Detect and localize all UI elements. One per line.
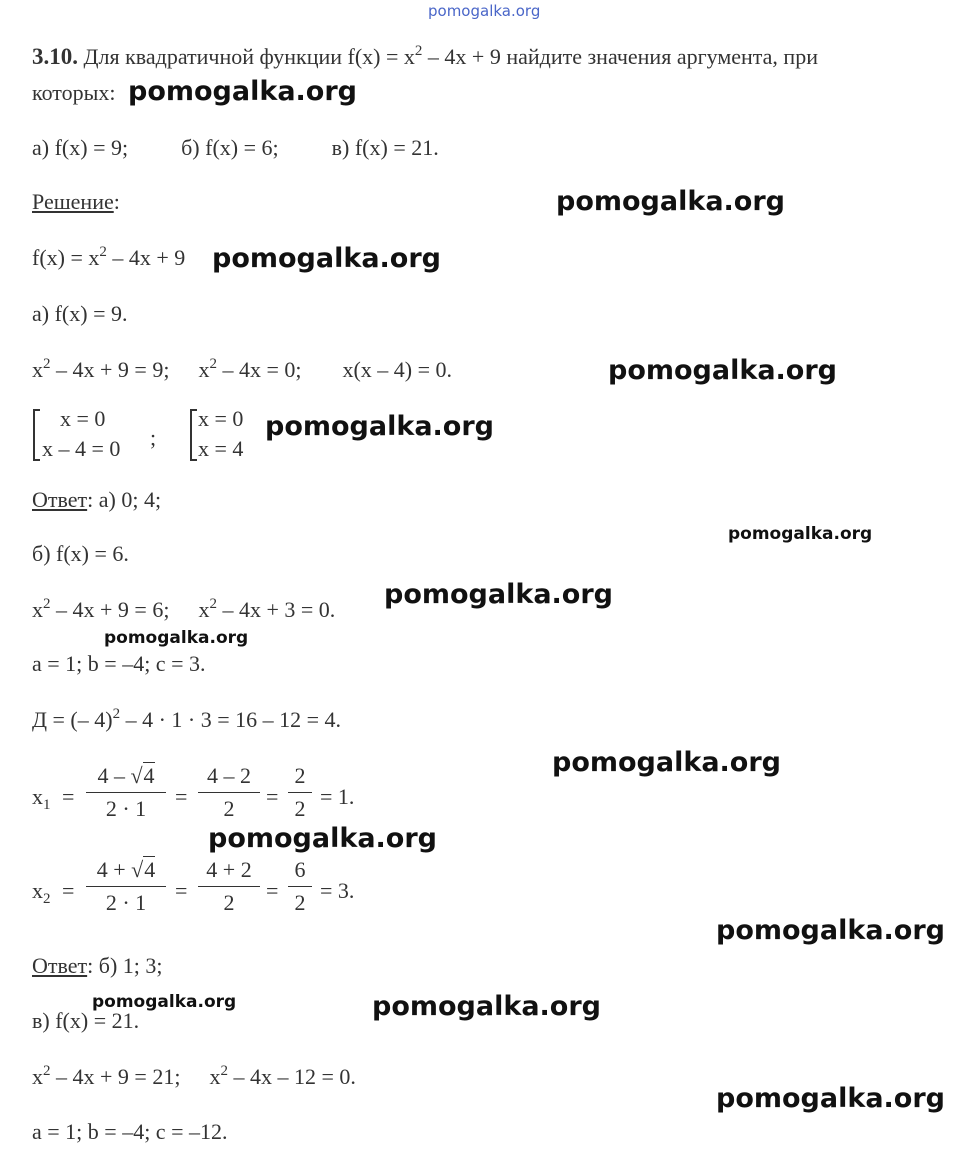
watermark: pomogalka.org <box>104 628 249 648</box>
part-c-equations: $x^2 - 4x + 9 = 21$; $x^2 - 4x - 12 = 0$. <box>32 1063 356 1089</box>
system2-bottom: x = 4 <box>198 436 244 461</box>
watermark: pomogalka.org <box>372 991 601 1022</box>
x1-result: = 1. <box>320 784 355 809</box>
watermark: pomogalka.org <box>384 579 613 610</box>
watermark: pomogalka.org <box>265 411 494 442</box>
problem-text: Для квадратичной функции $f(x) = x^2 - 4x + 9$ найдите значения аргумента, при <box>83 43 818 69</box>
equals: = <box>266 878 279 903</box>
system2-top: x = 0 <box>198 406 244 431</box>
x2-fraction-1: 4 + √4 2 · 1 <box>86 856 166 917</box>
system-bracket <box>33 409 40 461</box>
answer-b: Ответ: б) 1; 3; <box>32 953 163 978</box>
equals: = <box>62 784 75 809</box>
x2-fraction-3: 6 2 <box>288 856 312 917</box>
answer-a: Ответ: а) 0; 4; <box>32 487 162 512</box>
part-b-heading: б) f(x) = 6. <box>32 541 129 566</box>
part-a-equations: $x^2 - 4x + 9 = 9$; $x^2 - 4x = 0$; x(x – 4) = 0. <box>32 356 453 382</box>
watermark: pomogalka.org <box>716 915 945 946</box>
discriminant: Д = (– 4)$^2$ – 4 · 1 · 3 = 16 – 12 = 4. <box>32 706 342 732</box>
part-c-coefficients: a = 1; b = –4; c = –12. <box>32 1119 228 1144</box>
x2-label: $x_2$ <box>32 878 51 907</box>
equals: = <box>175 878 188 903</box>
watermark: pomogalka.org <box>728 524 873 544</box>
problem-statement-line2: которых: <box>32 80 116 105</box>
system1-bottom: x – 4 = 0 <box>42 436 121 461</box>
equals: = <box>266 784 279 809</box>
function-definition: $f(x) = x^2 - 4x + 9$ <box>32 244 186 270</box>
problem-statement <box>32 44 818 70</box>
x2-fraction-2: 4 + 2 2 <box>198 856 260 917</box>
case-a: а) f(x) = 9; <box>32 135 129 160</box>
x1-fraction-3: 2 2 <box>288 762 312 823</box>
problem-number: 3.10. <box>32 44 78 69</box>
watermark: pomogalka.org <box>208 823 437 854</box>
part-a-heading: а) f(x) = 9. <box>32 301 128 326</box>
watermark: pomogalka.org <box>212 243 441 274</box>
separator: ; <box>150 425 157 450</box>
equals: = <box>62 878 75 903</box>
system1-top: x = 0 <box>60 406 106 431</box>
cases-line <box>32 135 439 161</box>
watermark-top: pomogalka.org <box>428 2 541 20</box>
equals: = <box>175 784 188 809</box>
case-b: б) f(x) = 6; <box>181 135 279 160</box>
x1-label: $x_1$ <box>32 784 51 813</box>
part-b-coefficients: a = 1; b = –4; c = 3. <box>32 651 206 676</box>
case-c: в) f(x) = 21. <box>331 135 439 160</box>
watermark: pomogalka.org <box>556 186 785 217</box>
watermark: pomogalka.org <box>716 1083 945 1114</box>
system-bracket <box>190 409 197 461</box>
solution-heading: Решение: <box>32 189 120 214</box>
watermark: pomogalka.org <box>92 992 237 1012</box>
x1-fraction-2: 4 – 2 2 <box>198 762 260 823</box>
watermark: pomogalka.org <box>128 76 357 107</box>
part-c-heading: в) f(x) = 21. <box>32 1008 140 1033</box>
watermark: pomogalka.org <box>552 747 781 778</box>
x2-result: = 3. <box>320 878 355 903</box>
x1-fraction-1: 4 – √4 2 · 1 <box>86 762 166 823</box>
part-b-equations: $x^2 - 4x + 9 = 6$; $x^2 - 4x + 3 = 0$. <box>32 596 336 622</box>
watermark: pomogalka.org <box>608 355 837 386</box>
